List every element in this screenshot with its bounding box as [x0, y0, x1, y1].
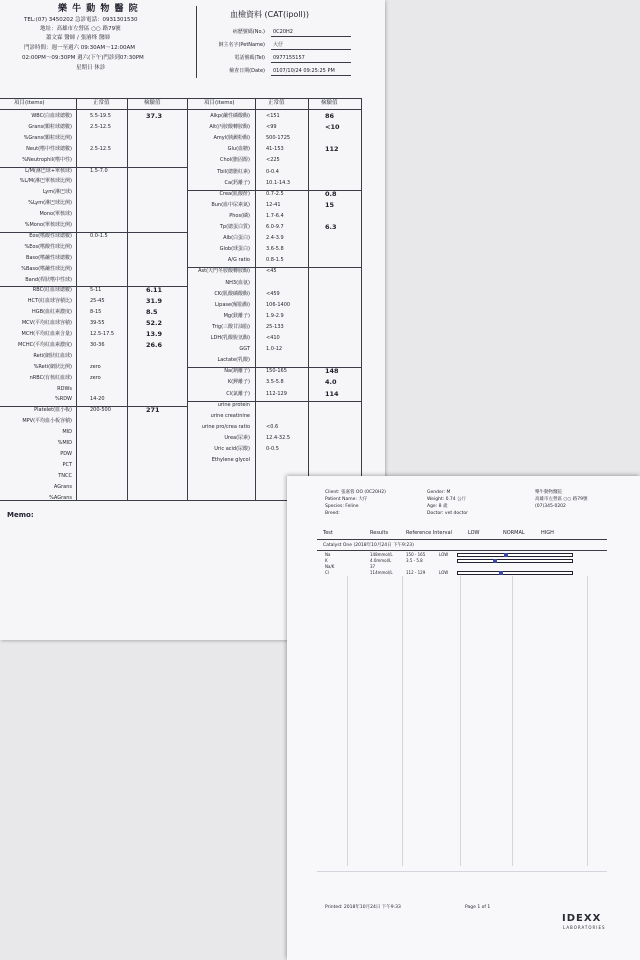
clinic-address: 高雄市左營區 ○○ 路79號 — [535, 497, 588, 502]
right-row-item: K(鉀離子) — [227, 379, 250, 386]
left-row-item: MID — [62, 429, 72, 436]
idexx-ref: 150 - 165 — [406, 552, 426, 557]
right-row-value: <10 — [325, 123, 340, 132]
left-row-value: 8.5 — [146, 308, 158, 317]
left-row-normal: 8-15 — [90, 309, 102, 316]
gender: Gender: M — [427, 490, 451, 495]
right-row-normal: <410 — [266, 335, 280, 341]
idexx-ref: 112 - 129 — [406, 570, 426, 575]
right-row-item: CK(肌酸磷酸酶) — [214, 290, 250, 297]
right-row-value: 112 — [325, 145, 339, 154]
left-row-item: Neut(嗜中性球總數) — [26, 145, 72, 152]
left-row-item: Mono(單核球) — [39, 211, 72, 218]
right-row-normal: 1.7-6.4 — [266, 212, 284, 219]
left-row-item: WBC(白血球總數) — [31, 113, 72, 119]
right-row-item: Ethylene glycol — [211, 457, 250, 464]
left-row-item: %AGrans — [49, 494, 72, 501]
species: Species: Feline — [325, 504, 359, 509]
idexx-result: 37 — [370, 564, 376, 569]
right-row-normal: <99 — [266, 124, 277, 131]
info-value: 0C20H2 — [273, 29, 293, 35]
range-bar — [457, 559, 573, 563]
left-row-item: Band(桿狀嗜中性球) — [25, 276, 72, 283]
right-row-item: Lipase(解脂酶) — [215, 301, 250, 308]
right-row-normal: <0.6 — [266, 423, 279, 430]
right-row-normal: 25-133 — [266, 323, 284, 330]
idexx-test: Na — [325, 552, 331, 557]
right-row-normal: 0-0.4 — [266, 168, 279, 175]
left-row-item: Eos(嗜酸性球總數) — [29, 232, 72, 239]
right-row-item: Alb(白蛋白) — [223, 235, 250, 242]
range-bar — [457, 571, 573, 575]
range-marker — [504, 553, 508, 557]
col-low: LOW — [468, 530, 480, 536]
left-row-item: HGB(血紅素濃度) — [32, 309, 72, 316]
idexx-ref: 3.5 - 5.8 — [406, 558, 423, 563]
clinic-hours-pm: 02:00PM～09:30PM 週六(下午)門診到07:30PM — [22, 55, 144, 61]
info-label: 電話號碼(Tel) — [234, 55, 265, 61]
right-row-item: Uric acid(尿酸) — [214, 446, 250, 452]
left-row-item: %Lym(淋巴球比例) — [28, 200, 72, 207]
right-row-value: 86 — [325, 112, 335, 120]
clinic-name: 樂 牛 動 物 醫 院 — [58, 4, 139, 14]
left-row-item: %Mono(單核球比例) — [24, 222, 72, 228]
right-row-item: GGT — [239, 346, 250, 353]
right-row-normal: <45 — [266, 268, 277, 275]
left-row-item: Reti(網狀紅血球) — [33, 352, 72, 359]
col-value-right: 檢驗值 — [321, 100, 338, 106]
patient-name: Patient Name: 大仔 — [325, 497, 368, 502]
left-row-item: MPV(平均血小板容積) — [22, 418, 72, 425]
right-row-item: LDH(乳酸脫氫酶) — [210, 335, 250, 341]
idexx-flag: LOW — [439, 570, 449, 575]
right-row-item: Tbil(總膽紅素) — [217, 168, 250, 175]
col-test: Test — [323, 530, 333, 536]
breed: Breed: — [325, 511, 340, 516]
idexx-report — [287, 476, 640, 960]
right-row-normal: <225 — [266, 157, 280, 164]
memo-label: Memo: — [7, 511, 34, 519]
left-row-value: 26.6 — [146, 340, 163, 349]
left-row-normal: 14-20 — [90, 396, 105, 403]
left-row-item: MCV(平均紅血球容積) — [21, 320, 72, 327]
right-row-normal: 2.4-3.9 — [266, 235, 284, 242]
range-bar — [457, 553, 573, 557]
left-row-item: RBC(紅血球總數) — [32, 287, 72, 294]
left-row-normal: 2.5-12.5 — [90, 145, 111, 152]
doctor: Doctor: vet doctor — [427, 511, 469, 516]
left-row-item: Grans(顆粒球總數) — [28, 123, 72, 130]
clinic-tel: TEL:(07) 3450202 急診電話：0931301530 — [24, 17, 138, 23]
left-row-value: 31.9 — [146, 297, 163, 306]
info-value: 0107/10/24 09:25:25 PM — [273, 68, 335, 74]
left-row-normal: 12.5-17.5 — [90, 331, 115, 337]
right-row-item: Lactate(乳酸) — [217, 357, 250, 364]
left-row-item: Baso(嗜鹼性球總數) — [25, 254, 72, 261]
left-row-item: PDW — [60, 450, 72, 457]
left-row-item: RDWs — [57, 385, 72, 392]
left-row-item: HCT(紅血球容積比) — [27, 298, 72, 305]
right-row-item: Tp(總蛋白質) — [219, 224, 250, 230]
right-row-item: Trig(三酸甘油脂) — [212, 323, 250, 330]
right-row-normal: 41-153 — [266, 146, 284, 153]
col-normal: NORMAL — [503, 530, 525, 536]
right-row-normal: 6.0-9.7 — [266, 224, 284, 230]
info-value: 大仔 — [273, 42, 284, 48]
client: Client: 張嘉蓉 OO (0C20H2) — [325, 490, 386, 495]
left-row-normal: 1.5-7.0 — [90, 167, 108, 174]
range-marker — [499, 571, 503, 575]
right-row-value: 15 — [325, 200, 335, 209]
left-row-item: nRBC(有核紅血球) — [29, 374, 72, 381]
col-item-right: 項目(items) — [204, 100, 235, 106]
right-row-item: Mg(鎂離子) — [223, 312, 250, 319]
report-title: 血檢資料 (CAT(ipoll)) — [230, 10, 309, 19]
right-row-normal: 0-0.5 — [266, 446, 279, 452]
right-row-item: Ast(天門冬胺酸轉胺酶) — [198, 268, 250, 275]
left-row-item: Lym(淋巴球) — [42, 189, 72, 196]
right-row-normal: 500-1725 — [266, 135, 291, 142]
left-row-item: %MID — [57, 440, 72, 446]
info-label: 飼主名字(PetName) — [218, 42, 265, 48]
left-row-normal: zero — [90, 374, 101, 381]
col-value-left: 檢驗值 — [144, 100, 161, 106]
right-row-value: 148 — [325, 367, 339, 376]
idexx-result: 148mmol/L — [370, 552, 393, 557]
info-label: 檢查日期(Date) — [229, 68, 265, 74]
right-row-normal: 106-1400 — [266, 301, 291, 308]
left-row-normal: 5-11 — [90, 287, 102, 294]
right-row-item: Phos(磷) — [229, 212, 250, 219]
right-row-item: NH3(血氨) — [225, 279, 250, 286]
col-high: HIGH — [541, 530, 554, 536]
right-row-normal: 112-129 — [266, 390, 287, 397]
right-row-item: Urea(尿素) — [224, 434, 250, 441]
left-row-value: 13.9 — [146, 330, 163, 338]
right-row-item: Glob(球蛋白) — [219, 246, 250, 253]
left-row-item: TNCC — [58, 472, 72, 479]
idexx-logo-sub: LABORATORIES — [563, 925, 606, 930]
right-row-normal: <459 — [266, 290, 280, 297]
left-row-value: 37.3 — [146, 112, 163, 120]
right-row-normal: 10.1-14.3 — [266, 179, 291, 186]
idexx-test: Cl — [325, 570, 329, 575]
right-row-item: Bun(血中尿素氮) — [211, 201, 250, 208]
left-row-item: AGrans — [53, 483, 72, 490]
idexx-logo: IDEXX — [562, 913, 602, 924]
right-row-item: urine pro/crea ratio — [201, 423, 250, 430]
left-row-value: 52.2 — [146, 319, 163, 328]
right-row-item: A/G ratio — [227, 257, 250, 264]
left-row-item: %Baso(嗜鹼性球比例) — [21, 265, 72, 272]
clinic-staff: 蕭文霖 醫師 / 張濬烽 醫師 — [46, 35, 110, 41]
left-row-item: L/M(淋巴球+單核球) — [25, 167, 72, 174]
clinic: 樂牛動物醫院 — [535, 490, 562, 495]
left-row-item: %Reti(網狀比例) — [33, 363, 72, 370]
left-row-normal: 2.5-12.5 — [90, 123, 111, 130]
right-row-normal: <151 — [266, 113, 280, 119]
right-row-item: urine protein — [217, 401, 250, 408]
right-row-item: Alkp(鹼性磷酸酶) — [210, 113, 250, 119]
right-row-normal: 150-165 — [266, 368, 287, 375]
left-row-normal: zero — [90, 363, 101, 370]
right-row-item: Glu(血糖) — [227, 146, 250, 153]
right-row-normal: 3.6-5.8 — [266, 246, 284, 253]
right-row-normal: 0.7-2.5 — [266, 190, 284, 197]
left-row-normal: 5.5-19.5 — [90, 113, 111, 119]
left-row-item: %L/M(淋巴單核球比例) — [19, 178, 72, 185]
left-row-item: %Neutrophil(嗜中性) — [22, 156, 72, 163]
left-row-item: %Eos(嗜酸性球比例) — [24, 243, 72, 250]
left-row-normal: 25-45 — [90, 298, 105, 305]
idexx-result: 114mmol/L — [370, 570, 393, 575]
col-normal-right: 正常值 — [268, 100, 285, 106]
right-row-item: Na(鈉離子) — [224, 368, 250, 375]
range-marker — [493, 559, 497, 563]
printed-date: Printed: 2018年10月24日 下午9:33 — [325, 905, 401, 910]
left-row-normal: 39-55 — [90, 320, 105, 327]
clinic-hours-am: 門診時間：週一至週六 09:30AM～12:00AM — [24, 45, 135, 51]
right-row-item: Chol(膽固醇) — [219, 157, 250, 164]
right-row-item: Alt(丙胺酸轉胺酶) — [209, 124, 250, 131]
left-row-normal: 30-36 — [90, 341, 105, 348]
col-item-left: 項目(items) — [14, 100, 45, 106]
run-line: Catalyst One (2018年10月24日 下午9:23) — [323, 543, 414, 548]
left-row-value: 6.11 — [146, 286, 163, 295]
idexx-test: K — [325, 558, 328, 563]
left-row-item: MCH(平均紅血素含量) — [21, 331, 72, 337]
right-row-item: Ca(鈣離子) — [224, 179, 250, 186]
right-row-normal: 12-41 — [266, 201, 281, 208]
left-row-item: Platelet(血小板) — [34, 407, 72, 414]
left-row-normal: 200-500 — [90, 407, 111, 414]
age: Age: 8 歲 — [427, 504, 448, 509]
weight: Weight: 0.74 公斤 — [427, 497, 467, 502]
right-row-item: Crea(肌酸酐) — [219, 190, 250, 197]
idexx-result: 4.0mmol/L — [370, 558, 392, 563]
left-row-value: 271 — [146, 406, 160, 415]
right-row-item: Cl(氯離子) — [226, 390, 250, 397]
right-row-value: 6.3 — [325, 223, 337, 231]
col-reference: Reference Interval — [406, 530, 452, 536]
right-row-normal: 12.4-32.5 — [266, 434, 291, 441]
info-label: 病歷號碼(No.) — [232, 29, 265, 35]
right-row-normal: 1.0-12 — [266, 346, 283, 353]
idexx-flag: LOW — [439, 552, 449, 557]
right-row-value: 114 — [325, 389, 339, 398]
left-row-item: MCHC(平均紅血素濃度) — [18, 341, 72, 348]
clinic-tel: (07)345-0202 — [535, 504, 566, 509]
right-row-normal: 3.5-5.8 — [266, 379, 284, 386]
left-row-normal: 0.0-1.5 — [90, 232, 108, 239]
page-number: Page 1 of 1 — [465, 905, 491, 910]
clinic-address: 地址：高雄市左營區 ○○ 路79號 — [40, 26, 121, 32]
left-row-item: %Grans(顆粒球比例) — [23, 134, 72, 141]
right-row-item: urine creatinine — [210, 412, 250, 419]
right-row-item: Amyl(胰澱粉酶) — [213, 135, 250, 142]
right-row-value: 0.8 — [325, 189, 337, 198]
left-row-item: PCT — [62, 461, 72, 468]
idexx-test: Na/K — [325, 564, 335, 569]
right-row-normal: 1.9-2.9 — [266, 312, 284, 319]
clinic-hours-sun: 星期日 休診 — [76, 65, 106, 71]
col-normal-left: 正常值 — [93, 100, 110, 106]
left-row-item: %RDW — [54, 396, 72, 403]
info-value: 0977155157 — [273, 55, 305, 61]
right-row-normal: 0.8-1.5 — [266, 257, 284, 264]
right-row-value: 4.0 — [325, 378, 337, 387]
col-results: Results — [370, 530, 389, 536]
